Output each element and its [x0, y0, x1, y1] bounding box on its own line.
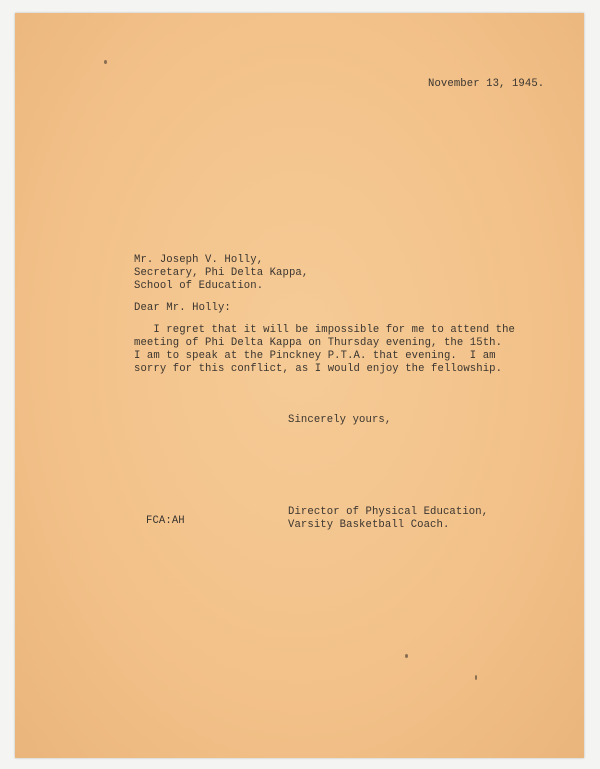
- paper-speck: [405, 654, 408, 658]
- signature-title: Director of Physical Education,: [288, 506, 489, 518]
- reference-initials: FCA:AH: [146, 515, 185, 527]
- body-line: I am to speak at the Pinckney P.T.A. that evening. I am: [134, 350, 496, 362]
- paper-speck: [104, 60, 107, 64]
- body-line: sorry for this conflict, as I would enjoy the fellowship.: [134, 363, 503, 375]
- paper-speck: [475, 675, 477, 680]
- body-line: I regret that it will be impossible for me to attend the: [134, 324, 515, 336]
- recipient-line: Secretary, Phi Delta Kappa,: [134, 267, 309, 279]
- closing: Sincerely yours,: [288, 414, 392, 426]
- letter-date: November 13, 1945.: [428, 78, 545, 90]
- letter-page: [15, 13, 584, 758]
- signature-title: Varsity Basketball Coach.: [288, 519, 450, 531]
- recipient-line: Mr. Joseph V. Holly,: [134, 254, 264, 266]
- body-line: meeting of Phi Delta Kappa on Thursday evening, the 15th.: [134, 337, 503, 349]
- salutation: Dear Mr. Holly:: [134, 302, 231, 314]
- recipient-line: School of Education.: [134, 280, 264, 292]
